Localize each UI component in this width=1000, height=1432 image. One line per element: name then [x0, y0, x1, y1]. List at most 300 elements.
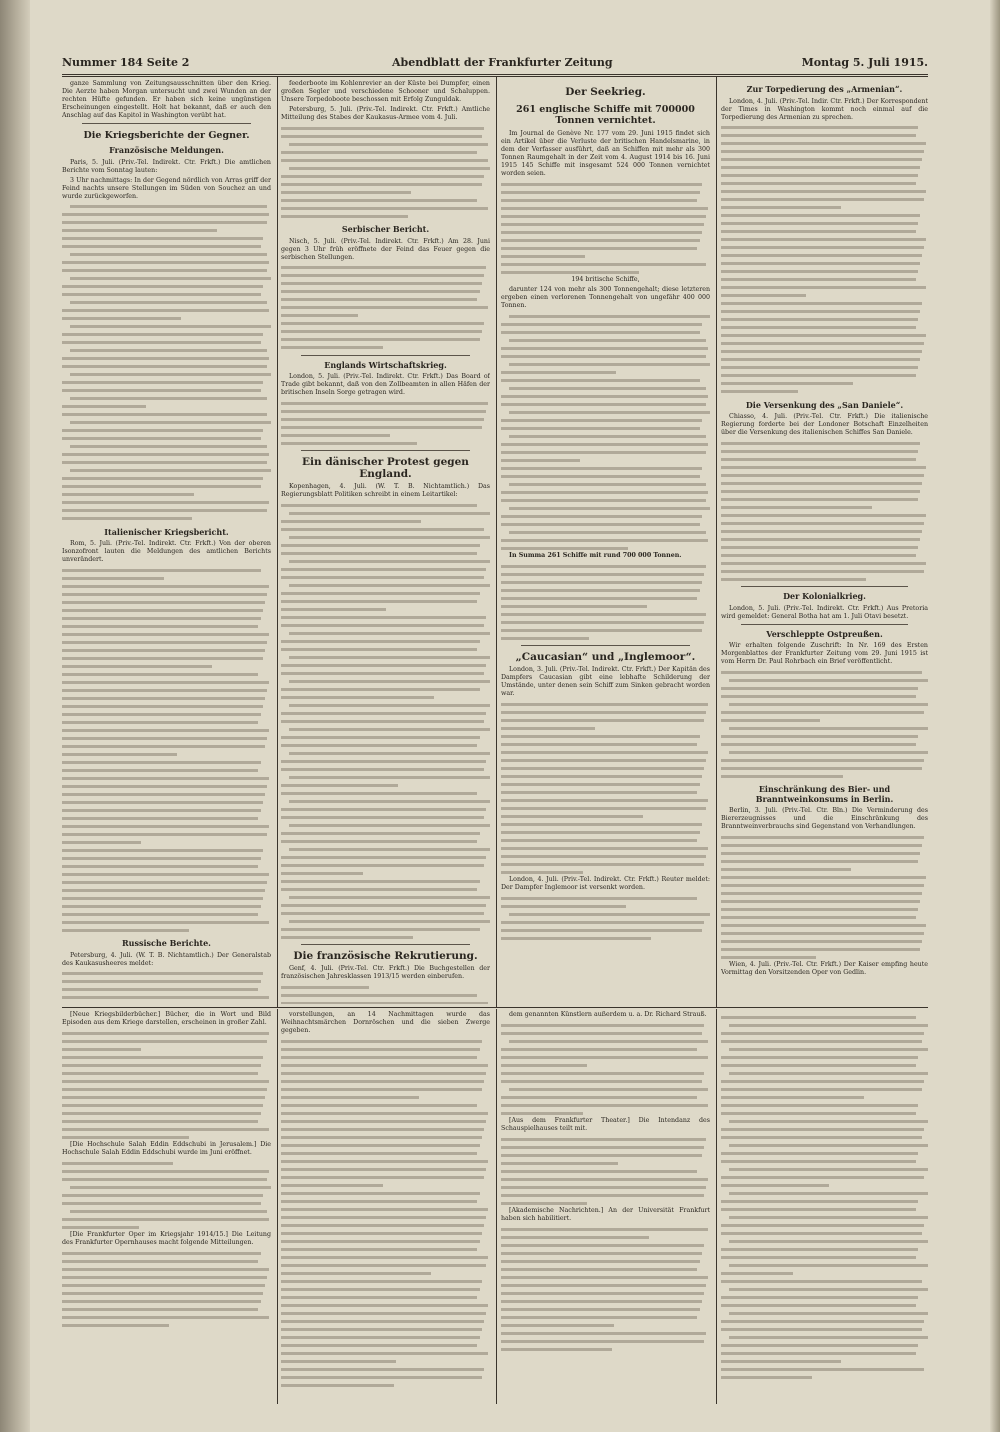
text-line-ink [501, 1332, 706, 1335]
text-line [281, 589, 490, 597]
text-line [62, 1101, 271, 1109]
text-line [62, 451, 271, 459]
text-line [721, 1053, 928, 1061]
text-line [721, 865, 928, 873]
text-line [501, 472, 710, 480]
text-line [62, 1093, 271, 1101]
text-line-ink [70, 469, 271, 472]
section-heading: Zur Torpedierung des „Armenian“. [746, 84, 903, 94]
text-line-ink [289, 752, 490, 755]
text-line-ink [62, 333, 263, 336]
text-line [281, 180, 490, 188]
text-line [721, 1189, 928, 1197]
text-line-ink [62, 745, 265, 748]
text-line [281, 509, 490, 517]
text-line-ink [70, 301, 266, 304]
text-line-ink [62, 633, 269, 636]
text-line-ink [62, 777, 269, 780]
text-line-ink [721, 695, 916, 698]
text-line [281, 272, 490, 280]
text-line-ink [281, 151, 477, 154]
text-line-ink [501, 727, 595, 730]
text-line [62, 758, 271, 766]
text-line-ink [62, 1324, 169, 1327]
text-line [62, 926, 271, 934]
text-line [62, 1249, 271, 1257]
text-line [62, 742, 271, 750]
text-line-ink [62, 341, 261, 344]
text-line [281, 288, 490, 296]
text-line-ink [501, 1032, 702, 1035]
text-line [721, 511, 928, 519]
text-line [721, 668, 928, 676]
text-line [721, 188, 928, 196]
text-line [721, 1173, 928, 1181]
text-line-ink [729, 727, 928, 730]
text-line-ink [729, 1144, 928, 1147]
text-line [62, 978, 271, 986]
text-line [721, 1325, 928, 1333]
article-paragraph: Petersburg, 5. Juli. (Priv.-Tel. Indirekt. Ctr. Frkft.) Amtliche Mitteilung des Stabes der Kaukasus-Armee vom 4. Juli. [281, 106, 490, 121]
page-header [62, 56, 928, 72]
text-line [721, 857, 928, 865]
text-line-ink [281, 608, 386, 611]
text-line [721, 132, 928, 140]
text-line [281, 637, 490, 645]
text-line-ink [721, 530, 922, 533]
text-line-ink [721, 294, 806, 297]
text-line [721, 945, 928, 953]
text-line [721, 140, 928, 148]
text-line-ink [501, 1072, 704, 1075]
text-line [501, 602, 710, 610]
text-line-ink [721, 860, 918, 863]
text-line-ink [501, 1080, 702, 1083]
text-line [62, 275, 271, 283]
text-line-ink [721, 1064, 916, 1067]
section-divider [301, 355, 470, 356]
text-line [501, 1109, 710, 1117]
text-line [501, 562, 710, 570]
text-line-ink [721, 366, 918, 369]
text-line [501, 1257, 710, 1265]
text-line-ink [721, 1016, 916, 1019]
text-line-ink [281, 1240, 480, 1243]
header-rule [62, 74, 928, 75]
text-line [721, 1317, 928, 1325]
text-line-ink [501, 1260, 700, 1263]
text-line-ink [62, 1056, 263, 1059]
text-line-ink [501, 1268, 697, 1271]
text-line [62, 235, 271, 243]
text-line-ink [501, 491, 708, 494]
text-line-ink [501, 751, 708, 754]
text-line-ink [721, 1200, 918, 1203]
text-line-ink [501, 573, 704, 576]
text-line-ink [501, 379, 700, 382]
text-line-ink [721, 498, 918, 501]
text-line [721, 1245, 928, 1253]
text-line [721, 284, 928, 292]
article-paragraph: [Neue Kriegsbilderbücher.] Bücher, die in Wort und Bild Episoden aus dem Kriege darstellen, erscheinen in großer Zahl. [62, 1011, 271, 1026]
text-line [62, 283, 271, 291]
text-line [281, 1349, 490, 1357]
text-line-ink [62, 593, 267, 596]
article-paragraph: vorstellungen, an 14 Nachmittagen wurde das Weihnachtsmärchen Dornröschen und die sieben Zwerge gegeben. [281, 1011, 490, 1034]
text-line-ink [62, 1316, 269, 1319]
text-line [281, 549, 490, 557]
text-line-ink [70, 1210, 266, 1213]
text-block [721, 439, 928, 583]
text-line-ink [281, 688, 480, 691]
text-line [501, 344, 710, 352]
text-line [62, 467, 271, 475]
text-line-ink [721, 932, 924, 935]
text-line [501, 1159, 710, 1167]
text-line [62, 774, 271, 782]
text-line [721, 356, 928, 364]
text-line-ink [509, 913, 710, 916]
text-line-ink [729, 1024, 928, 1027]
text-line [721, 881, 928, 889]
text-line [501, 1021, 710, 1029]
text-line-ink [501, 581, 702, 584]
text-line-ink [729, 1336, 928, 1339]
text-line-ink [509, 1088, 708, 1091]
text-line [281, 1149, 490, 1157]
text-line [501, 1101, 710, 1109]
text-line-ink [281, 1200, 477, 1203]
text-line-ink [721, 1272, 793, 1275]
text-line-ink [501, 1178, 708, 1181]
text-line-ink [281, 912, 484, 915]
text-line-ink [62, 841, 141, 844]
text-line [62, 846, 271, 854]
text-line [501, 586, 710, 594]
text-line [501, 1281, 710, 1289]
text-line-ink [281, 880, 480, 883]
text-line-ink [289, 800, 490, 803]
text-line-ink [721, 1160, 916, 1163]
text-line-ink [721, 482, 922, 485]
text-line [62, 483, 271, 491]
text-line [62, 1117, 271, 1125]
article-paragraph: [Aus dem Frankfurter Theater.] Die Intendanz des Schauspielhauses teilt mit. [501, 1117, 710, 1132]
text-line-ink [289, 656, 490, 659]
text-line-ink [721, 1296, 918, 1299]
text-line [501, 926, 710, 934]
text-line [281, 328, 490, 336]
text-line-ink [281, 720, 484, 723]
text-line [281, 1085, 490, 1093]
text-line [721, 124, 928, 132]
text-line-ink [501, 767, 704, 770]
text-block [721, 1013, 928, 1381]
text-line-ink [509, 507, 710, 510]
text-line-ink [62, 1032, 269, 1035]
text-line-ink [281, 864, 484, 867]
text-line-ink [721, 1136, 922, 1139]
text-line-ink [721, 836, 924, 839]
text-line-ink [509, 387, 705, 390]
text-line-ink [281, 1056, 477, 1059]
text-line-ink [281, 1304, 488, 1307]
text-line-ink [501, 565, 706, 568]
text-line [721, 519, 928, 527]
text-line-ink [281, 127, 484, 130]
text-line [501, 244, 710, 252]
text-line [501, 1249, 710, 1257]
text-line [62, 726, 271, 734]
text-line-ink [62, 1308, 258, 1311]
text-line [62, 1159, 271, 1167]
text-line-ink [281, 1360, 396, 1363]
text-line-ink [281, 832, 480, 835]
text-line-ink [62, 261, 269, 264]
text-line-ink [62, 365, 267, 368]
text-line-ink [721, 775, 843, 778]
text-line [62, 798, 271, 806]
text-line-ink [281, 1320, 484, 1323]
text-line [721, 527, 928, 535]
text-line [281, 304, 490, 312]
text-line-ink [281, 402, 488, 405]
text-line-ink [721, 892, 922, 895]
issue-number: Nummer 184 Seite 2 [62, 56, 190, 69]
issue-date: Montag 5. Juli 1915. [801, 56, 928, 69]
text-line-ink [62, 881, 267, 884]
text-line-ink [62, 737, 267, 740]
text-line-ink [62, 625, 258, 628]
text-line-ink [721, 254, 922, 257]
text-line [281, 1197, 490, 1205]
text-line-ink [281, 266, 486, 269]
text-block [721, 668, 928, 780]
text-line-ink [289, 824, 490, 827]
text-line-ink [62, 389, 261, 392]
text-line [62, 646, 271, 654]
text-line [281, 1181, 490, 1189]
text-line-ink [62, 897, 263, 900]
text-line-ink [501, 451, 706, 454]
text-line [62, 307, 271, 315]
text-line [501, 610, 710, 618]
text-line-ink [62, 761, 261, 764]
text-line-ink [281, 1160, 488, 1163]
text-line-ink [721, 948, 920, 951]
text-line-ink [501, 783, 700, 786]
text-line [721, 913, 928, 921]
text-line-ink [501, 1202, 587, 1205]
text-line-ink [281, 1312, 486, 1315]
text-line [721, 1021, 928, 1029]
text-line [62, 670, 271, 678]
article-paragraph: London, 4. Juli. (Priv.-Tel. Indirekt. Ctr. Frkft.) Reuter meldet: Der Dampfer Inglemoor ist versenkt worden. [501, 876, 710, 891]
text-line-ink [729, 751, 928, 754]
text-block [721, 833, 928, 961]
text-line-ink [281, 442, 417, 445]
text-line [62, 1077, 271, 1085]
text-line-ink [501, 523, 700, 526]
article-paragraph: dem genannten Künstlern außerdem u. a. Dr. Richard Strauß. [509, 1011, 707, 1018]
text-line [721, 559, 928, 567]
text-line-ink [62, 913, 258, 916]
text-line [281, 296, 490, 304]
text-line [62, 339, 271, 347]
text-line [281, 501, 490, 509]
text-line-ink [501, 855, 706, 858]
article-paragraph: Chiasso, 4. Juli. (Priv.-Tel. Ctr. Frkft.) Die italienische Regierung forderte bei der Londoner Botschaft Einzelheiten über die Versenkung des italienischen Schiffes San Daniele. [721, 413, 928, 436]
text-line [62, 1297, 271, 1305]
text-line-ink [62, 865, 258, 868]
text-line-ink [62, 1170, 269, 1173]
text-line [62, 475, 271, 483]
text-line [281, 124, 490, 132]
text-line [501, 440, 710, 448]
text-line [501, 578, 710, 586]
text-line-ink [721, 1320, 924, 1323]
text-line [281, 423, 490, 431]
text-line [721, 1253, 928, 1261]
text-line-ink [289, 143, 488, 146]
text-line [281, 1173, 490, 1181]
text-line [62, 1265, 271, 1273]
text-line [62, 1045, 271, 1053]
text-line-ink [501, 621, 704, 624]
text-line [501, 488, 710, 496]
text-block [62, 1029, 271, 1141]
section-heading: Die Kriegsberichte der Gegner. [83, 130, 250, 141]
text-line-ink [62, 972, 263, 975]
text-line [62, 411, 271, 419]
text-line-ink [501, 815, 643, 818]
text-line-ink [501, 1024, 704, 1027]
text-line-ink [281, 1280, 482, 1283]
text-line-ink [501, 589, 700, 592]
article-paragraph: Berlin, 3. Juli. (Priv.-Tel. Ctr. Bln.) Die Verminderung des Biererzeugnisses und die Einschränkung des Branntweinverbrauchs sind Gegenstand von Verhandlungen. [721, 807, 928, 830]
text-line-ink [281, 306, 488, 309]
text-line [281, 212, 490, 220]
text-line-ink [281, 528, 484, 531]
text-line-ink [62, 229, 217, 232]
text-line [721, 244, 928, 252]
text-line-ink [501, 743, 697, 746]
text-line-ink [721, 711, 924, 714]
text-line [62, 1069, 271, 1077]
text-line [501, 392, 710, 400]
text-line-ink [721, 278, 916, 281]
text-line [721, 1205, 928, 1213]
text-line-ink [281, 338, 480, 341]
text-line [721, 172, 928, 180]
text-line-ink [281, 1352, 488, 1355]
text-line [721, 148, 928, 156]
text-line [501, 1175, 710, 1183]
text-line [281, 312, 490, 320]
text-line-ink [281, 808, 486, 811]
text-line [62, 403, 271, 411]
text-line [62, 1223, 271, 1231]
text-line [281, 1253, 490, 1261]
text-line-ink [281, 1208, 488, 1211]
text-line [721, 156, 928, 164]
text-line [281, 1141, 490, 1149]
text-line-ink [62, 1104, 263, 1107]
article-paragraph: London, 3. Juli. (Priv.-Tel. Indirekt. Ctr. Frkft.) Der Kapitän des Dampfers Caucasian gibt eine lebhafte Schilderung der Umstände, unter denen sein Schiff zum Sinken gebracht worden war. [501, 666, 710, 697]
text-line-ink [721, 578, 866, 581]
text-block [62, 970, 271, 1005]
text-line [721, 228, 928, 236]
text-line [281, 132, 490, 140]
text-line [721, 953, 928, 961]
text-line [62, 566, 271, 574]
text-line-ink [281, 1288, 480, 1291]
text-line [721, 1141, 928, 1149]
text-line [501, 1329, 710, 1337]
text-line [281, 669, 490, 677]
text-line-ink [62, 849, 263, 852]
text-line [721, 308, 928, 316]
text-line [501, 910, 710, 918]
text-line [281, 320, 490, 328]
text-line-ink [729, 703, 928, 706]
text-line-ink [62, 753, 177, 756]
text-line [721, 1229, 928, 1237]
text-line [281, 407, 490, 415]
text-line [281, 885, 490, 893]
text-line [501, 512, 710, 520]
text-line-ink [501, 199, 697, 202]
text-line-ink [281, 840, 477, 843]
text-line [281, 869, 490, 877]
text-line-ink [501, 255, 585, 258]
text-line-ink [281, 1112, 488, 1115]
text-line-ink [281, 1136, 482, 1139]
text-line-ink [62, 437, 261, 440]
text-line-ink [501, 499, 706, 502]
text-block [501, 312, 710, 552]
text-line [62, 994, 271, 1002]
text-line [501, 788, 710, 796]
text-line-ink [281, 1096, 419, 1099]
text-line-ink [501, 403, 706, 406]
text-line-ink [501, 1292, 704, 1295]
text-line-ink [62, 569, 261, 572]
text-line-ink [721, 900, 920, 903]
text-line-ink [501, 395, 708, 398]
text-line [281, 415, 490, 423]
column-divider [496, 1009, 497, 1404]
text-line-ink [281, 760, 486, 763]
section-divider [301, 450, 470, 451]
text-line [501, 220, 710, 228]
text-line-ink [62, 585, 269, 588]
text-line [62, 582, 271, 590]
text-line [62, 806, 271, 814]
text-line-ink [281, 768, 484, 771]
text-line [281, 1125, 490, 1133]
text-line-ink [62, 1202, 261, 1205]
text-line [281, 861, 490, 869]
text-line-ink [281, 298, 477, 301]
text-line [281, 983, 490, 991]
text-line-ink [62, 413, 267, 416]
text-line [281, 813, 490, 821]
article-paragraph: 194 britische Schiffe, [571, 276, 640, 283]
text-line [62, 1061, 271, 1069]
text-line [721, 897, 928, 905]
text-line [501, 528, 710, 536]
